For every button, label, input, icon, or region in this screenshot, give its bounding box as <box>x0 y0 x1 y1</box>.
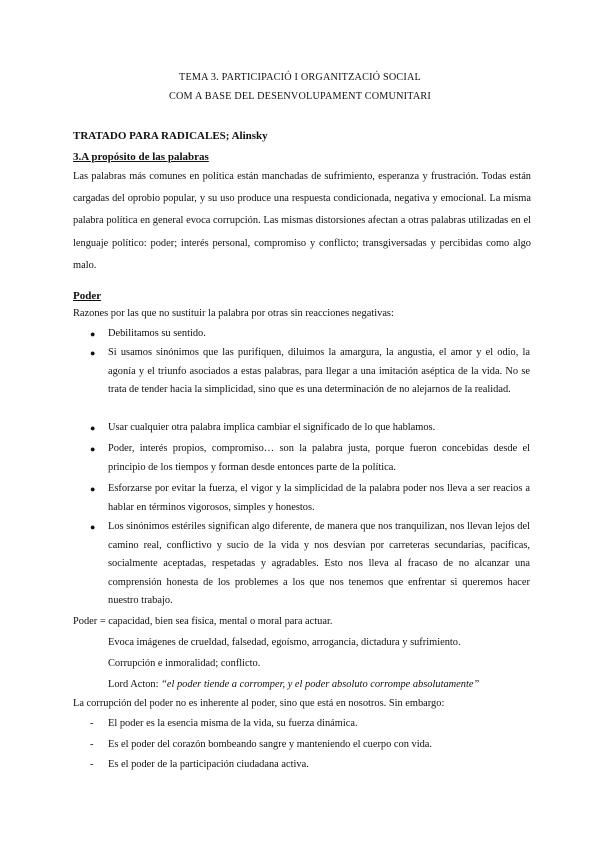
header-line-1: TEMA 3. PARTICIPACIÓ I ORGANITZACIÓ SOCIAL <box>179 72 421 83</box>
dash-item-text: Es el poder de la participación ciudadana activa. <box>108 759 309 770</box>
list-item-text: Esforzarse por evitar la fuerza, el vigor y la simplicidad de la palabra poder nos lleva a ser reacios a hablar en términos vigorosos, simples y honestos. <box>108 483 530 513</box>
dash-icon: - <box>90 718 94 729</box>
bullet-icon: ● <box>90 484 96 494</box>
poder-intro: Razones por las que no sustituir la palabra por otras sin reacciones negativas: <box>73 308 394 319</box>
poder-inherent: La corrupción del poder no es inherente al poder, sino que está en nosotros. Sin embargo: <box>73 698 445 709</box>
header-line-2: COM A BASE DEL DESENVOLUPAMENT COMUNITARI <box>169 91 431 102</box>
list-item-text: Si usamos sinónimos que las purifiquen, diluimos la amargura, la angustia, el amor y el odio, la agonía y el triunfo asociados a estas palabras, para llegar a una imitación aséptica de la vida. No se trata de tender hacia la simplicidad, sino que es una determinación de no alejarnos de la realidad. <box>108 347 530 396</box>
bullet-icon: ● <box>90 444 96 454</box>
poder-corruption: Corrupción e inmoralidad; conflicto. <box>108 658 261 669</box>
acton-quote-line <box>108 679 479 690</box>
poder-definition: Poder = capacidad, bien sea física, mental o moral para actuar. <box>73 616 333 627</box>
dash-item-text: Es el poder del corazón bombeando sangre y manteniendo el cuerpo con vida. <box>108 739 433 750</box>
list-item-text: Los sinónimos estériles significan algo diferente, de manera que nos tranquilizan, nos llevan lejos del camino real, conflictivo y sucio de la vida y nos desvían por carreteras secundarias, pacíficas, socialmente aceptadas, respetadas y agradables. Esto nos lleva al fracaso de no alcanzar una comprensión honesta de los problemes a los que nos tenemos que enfrentar si queremos hacer nuestro trabajo. <box>108 521 530 607</box>
section-heading: 3.A propósito de las palabras <box>73 151 209 163</box>
book-title: TRATADO PARA RADICALES; Alinsky <box>73 130 268 142</box>
bullet-icon: ● <box>90 423 96 433</box>
dash-icon: - <box>90 759 94 770</box>
poder-evokes: Evoca imágenes de crueldad, falsedad, egoísmo, arrogancia, dictadura y sufrimiento. <box>108 637 461 648</box>
dash-icon: - <box>90 739 94 750</box>
bullet-icon: ● <box>90 329 96 339</box>
bullet-icon: ● <box>90 348 96 358</box>
section-paragraph: Las palabras más comunes en política están manchadas de sufrimiento, esperanza y frustración. Todas están cargadas del oprobio popular, y su uso produce una respuesta condicionada, negativa y emocional. La misma palabra política en general evoca corrupción. Las mismas distorsiones afectan a otras palabras utilizadas en el lenguaje político: poder; interés personal, compromiso y conflicto; transgiversadas y percibidas como algo malo. <box>73 171 531 271</box>
bullet-icon: ● <box>90 522 96 532</box>
poder-heading: Poder <box>73 290 102 302</box>
acton-label: Lord Acton: <box>108 679 162 690</box>
list-item-text: Poder, interés propios, compromiso… son la palabra justa, porque fueron concebidas desde el principio de los tiempos y forman desde entonces parte de la política. <box>108 443 530 473</box>
acton-quote: “el poder tiende a corromper, y el poder absoluto corrompe absolutamente” <box>161 679 480 690</box>
list-item-text: Debilitamos su sentido. <box>108 328 206 339</box>
list-item-text: Usar cualquier otra palabra implica cambiar el significado de lo que hablamos. <box>108 422 436 433</box>
dash-item-text: El poder es la esencia misma de la vida, su fuerza dinámica. <box>108 718 358 729</box>
